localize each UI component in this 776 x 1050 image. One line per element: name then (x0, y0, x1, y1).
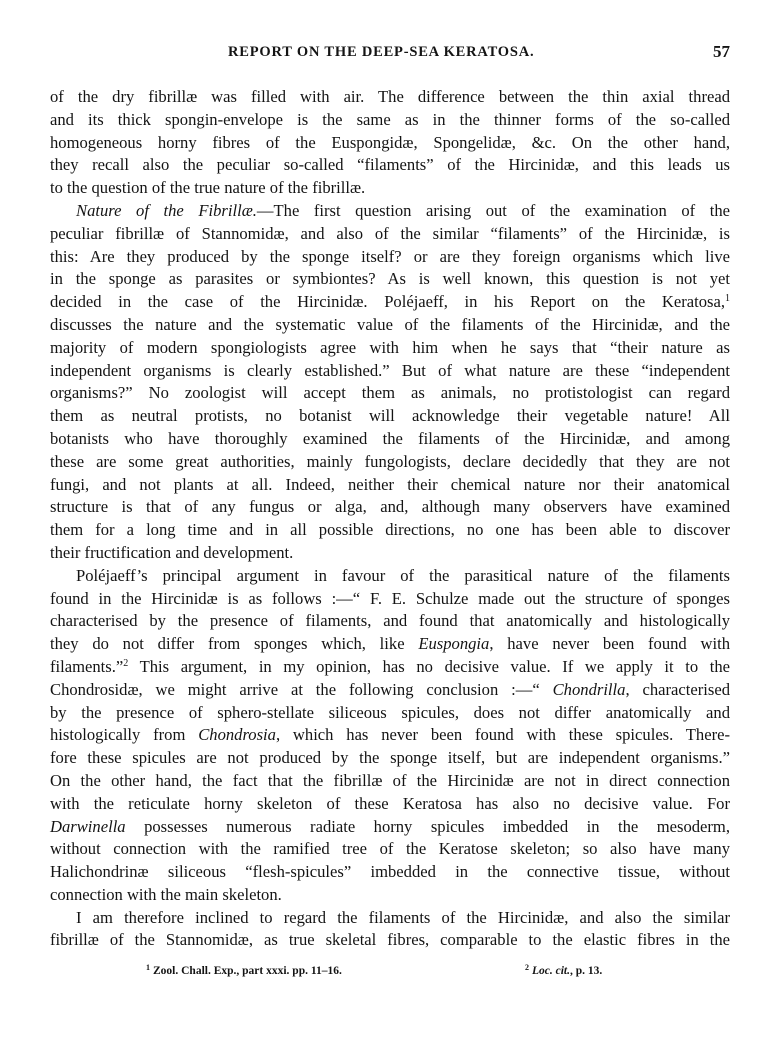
text-line: of the dry fibrillæ was filled with air. The difference between the thin axial thread (50, 87, 730, 106)
text-line: homogeneous horny fibres of the Euspongidæ, Spongelidæ, &c. On the other hand, (50, 132, 730, 152)
text-line: characterised by the presence of filaments, and found that anatomically and histologically (50, 611, 730, 631)
text-line: Halichondrinæ siliceous “flesh-spicules” imbedded in the connective tissue, without (50, 862, 730, 882)
text-line: Chondrosidæ, we might arrive at the following conclusion :—“ Chondrilla, characterised (50, 679, 730, 699)
text-line: fungi, and not plants at all. Indeed, neither their chemical nature nor their anatomical (50, 474, 730, 494)
text-line: histologically from Chondrosia, which has never been found with these spicules. There- (50, 725, 730, 745)
running-title: REPORT ON THE DEEP-SEA KERATOSA. (228, 44, 535, 60)
section-heading: Nature of the Fibrillæ. (76, 200, 257, 220)
text-line: majority of modern spongiologists agree with him when he says that “their nature as (50, 337, 730, 357)
text-line: fibrillæ of the Stannomidæ, as true skeletal fibres, comparable to the elastic fibres in the (50, 930, 730, 950)
body-text (50, 86, 730, 952)
text-line: Darwinella possesses numerous radiate horny spicules imbedded in the mesoderm, (50, 816, 730, 836)
text-line: this: Are they produced by the sponge itself? or are they foreign organisms which live (50, 246, 730, 266)
text-line: connection with the main skeleton. (50, 884, 282, 904)
text-line: these are some great authorities, mainly fungologists, declare decidedly that they are not (50, 451, 730, 471)
text-line: by the presence of sphero-stellate siliceous spicules, does not differ anatomically and (50, 702, 730, 722)
text-line: they do not differ from sponges which, like Euspongia, have never been found with (50, 634, 730, 654)
text-line: Poléjaeff’s principal argument in favour of the parasitical nature of the filaments (76, 565, 730, 585)
footnote-1: $^1$ Zool. Chall. Exp., part xxxi. pp. 11–16. (146, 963, 342, 977)
text-line: to the question of the true nature of the fibrillæ. (50, 178, 366, 198)
text-line: them for a long time and in all possible directions, no one has been able to discover (50, 520, 730, 540)
page-number: 57 (713, 42, 730, 61)
text-line: and its thick spongin-envelope is the same as in the thinner forms of the so-called (50, 109, 730, 129)
page-header (50, 44, 730, 68)
taxon-name: Euspongia (418, 634, 490, 654)
text-line: structure is that of any fungus or alga, and, although many observers have examined (50, 497, 730, 517)
paragraph-1 (50, 86, 730, 200)
text-line: their fructification and development. (50, 542, 294, 562)
text-line: Nature of the Fibrillæ.—The first question arising out of the examination of the (76, 200, 730, 220)
text-line: they recall also the peculiar so-called “filaments” of the Hircinidæ, and this leads us (50, 155, 730, 175)
footnote-2: $^2$ Loc. cit., p. 13. (525, 963, 603, 977)
text-line: organisms?” No zoologist will accept them as animals, no protistologist can regard (50, 383, 730, 403)
footnote-ref-1: 1 (725, 293, 730, 305)
text-line: fore these spicules are not produced by the sponge itself, but are independent organisms.” (50, 748, 730, 768)
text-line: discusses the nature and the systematic value of the filaments of the Hircinidæ, and the (50, 314, 730, 334)
footnotes (50, 963, 730, 983)
text-line: in the sponge as parasites or symbiontes? As is well known, this question is not yet (50, 269, 730, 289)
text-line: found in the Hircinidæ is as follows :—“ F. E. Schulze made out the structure of sponges (50, 588, 730, 608)
taxon-name: Chondrosia (198, 725, 276, 745)
paragraph-3 (50, 565, 730, 907)
paragraph-4 (50, 907, 730, 953)
text-line: with the reticulate horny skeleton of these Keratosa has also no decisive value. For (50, 793, 730, 813)
text-line: On the other hand, the fact that the fibrillæ of the Hircinidæ are not in direct connection (50, 770, 730, 790)
paragraph-2 (50, 200, 730, 565)
text-line: I am therefore inclined to regard the filaments of the Hircinidæ, and also the similar (76, 907, 730, 927)
text-line: them as neutral protists, no botanist will acknowledge their vegetable nature! All (50, 406, 730, 426)
text-line: decided in the case of the Hircinidæ. Poléjaeff, in his Report on the Keratosa,$^1$ (50, 292, 730, 312)
text-line: independent organisms is clearly established.” But of what nature are these “independent (50, 360, 730, 380)
footnote-ref-2: 2 (123, 657, 129, 669)
text-line: without connection with the ramified tree of the Keratose skeleton; so also have many (50, 839, 730, 859)
text-line: botanists who have thoroughly examined the filaments of the Hircinidæ, and among (50, 428, 730, 448)
taxon-name: Chondrilla (552, 679, 626, 699)
taxon-name: Darwinella (50, 816, 126, 836)
text-line: peculiar fibrillæ of Stannomidæ, and also of the similar “filaments” of the Hircinidæ, is (50, 223, 730, 243)
text-line: filaments.”$^2$ This argument, in my opinion, has no decisive value. If we apply it to the (50, 656, 730, 676)
